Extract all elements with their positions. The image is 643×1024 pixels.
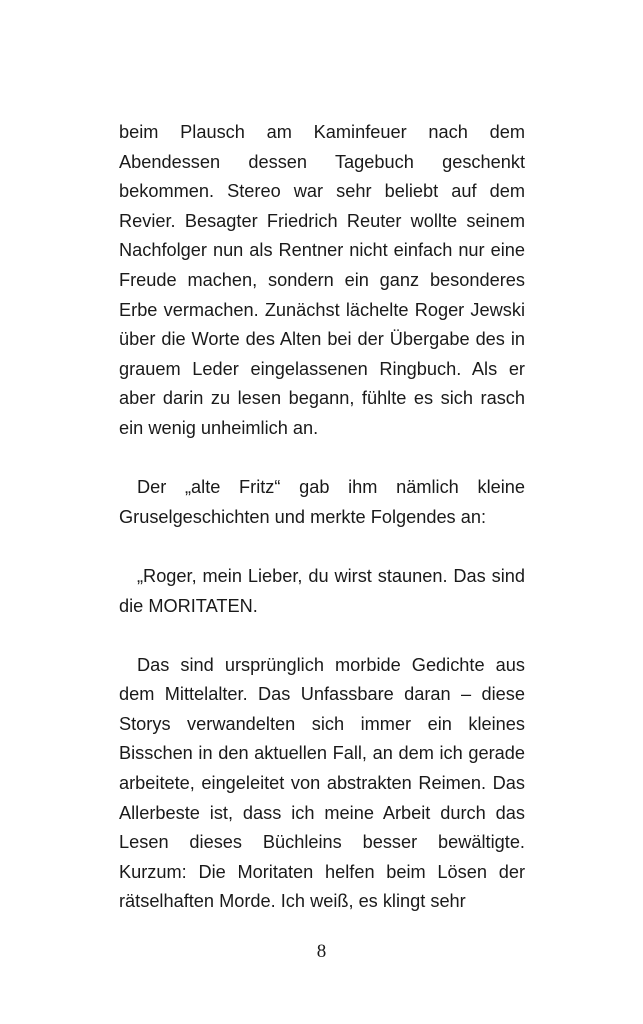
paragraph-diary-gift: beim Plausch am Kaminfeuer nach dem Abendessen dessen Tagebuch geschenkt bekommen. Stereo war sehr beliebt auf dem Revier. Besagter Friedrich Reuter wollte seinem Nachfolger nun als Rentner nicht einfach nur eine Freude machen, sondern ein ganz besonderes Erbe vermachen. Zunächst lächelte Roger Jewski über die Worte des Alten bei der Übergabe des in grauem Leder eingelassenen Ringbuch. Als er aber darin zu lesen begann, fühlte es sich rasch ein wenig unheimlich an. — [119, 122, 525, 438]
paragraph-alte-fritz: Der „alte Fritz“ gab ihm nämlich kleine Gruselgeschichten und merkte Folgendes an: — [119, 477, 525, 527]
page-body — [119, 118, 525, 917]
page-number: 8 — [316, 941, 327, 962]
paragraph-morbid-poems: Das sind ursprünglich morbide Gedichte aus dem Mittelalter. Das Unfassbare daran – diese Storys verwandelten sich immer ein kleines Bisschen in den aktuellen Fall, an dem ich gerade arbeitete, eingeleitet von abstrakten Reimen. Das Allerbeste ist, dass ich meine Arbeit durch das Lesen dieses Büchleins besser bewältigte. Kurzum: Die Moritaten helfen beim Lösen der rätselhaften Morde. Ich weiß, es klingt sehr — [119, 654, 525, 912]
paragraph-quote-moritaten: „Roger, mein Lieber, du wirst staunen. Das sind die MORITATEN. — [119, 565, 525, 616]
